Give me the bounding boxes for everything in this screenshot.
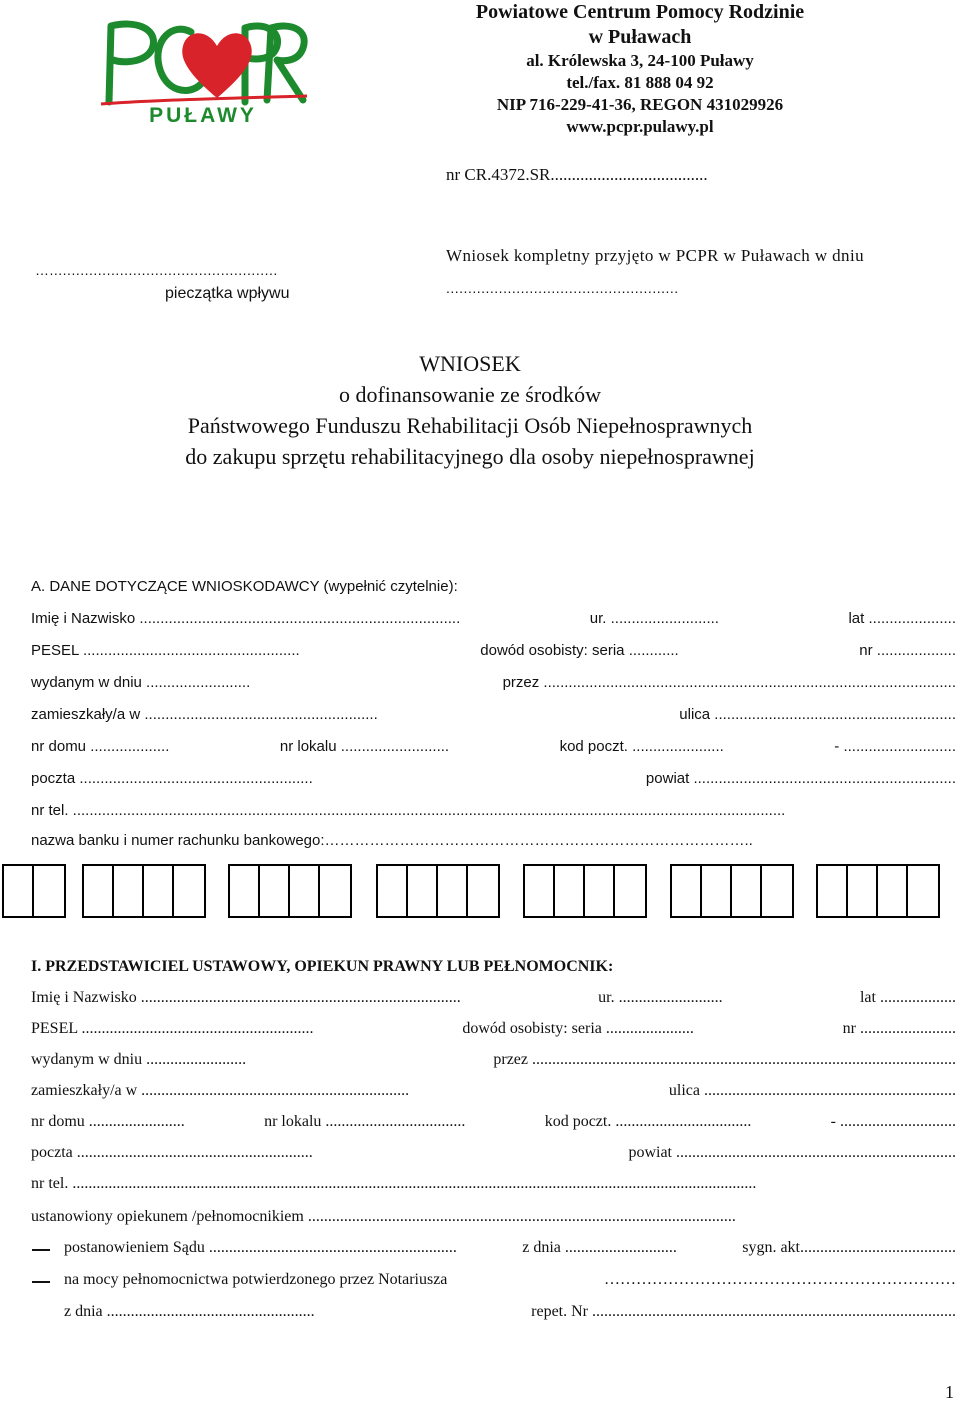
account-group-2 — [82, 864, 206, 918]
title-line1: WNIOSEK — [419, 351, 521, 376]
account-group-4 — [376, 864, 500, 918]
account-digit-box[interactable] — [34, 866, 64, 916]
account-digit-box[interactable] — [908, 866, 938, 916]
field-notary-date[interactable]: z dnia .................................................... — [64, 1303, 315, 1320]
bullet-dash — [32, 1249, 50, 1251]
bank-account-boxes — [2, 864, 950, 916]
received-text: Wniosek kompletny przyjęto w PCPR w Puławach w dniu — [446, 246, 864, 265]
field-city[interactable]: zamieszkały/a w ........................................................ — [31, 706, 378, 723]
account-digit-box[interactable] — [818, 866, 848, 916]
rep-field-postal-code[interactable]: kod poczt. .................................. — [544, 1113, 752, 1130]
account-digit-box[interactable] — [555, 866, 585, 916]
account-digit-box[interactable] — [525, 866, 555, 916]
rep-field-birth[interactable]: ur. .......................... — [598, 989, 723, 1006]
account-digit-box[interactable] — [672, 866, 702, 916]
field-notary-dots[interactable]: ………………………………………………………… — [604, 1271, 956, 1288]
document-title — [0, 348, 940, 472]
account-digit-box[interactable] — [615, 866, 645, 916]
rep-field-id-series[interactable]: dowód osobisty: seria ...................... — [462, 1020, 694, 1037]
rep-phone-row — [31, 1175, 956, 1193]
org-name-line2: w Puławach — [588, 26, 692, 48]
account-digit-box[interactable] — [378, 866, 408, 916]
field-court-case-number[interactable]: sygn. akt....................................... — [742, 1239, 956, 1256]
field-issued-date[interactable]: wydanym w dniu ......................... — [31, 674, 251, 691]
logo-subtext: PUŁAWY — [149, 104, 257, 126]
org-nip-regon: NIP 716-229-41-36, REGON 431029926 — [496, 95, 784, 114]
account-group-3 — [228, 864, 352, 918]
field-court-date[interactable]: z dnia ............................ — [522, 1239, 677, 1256]
title-line4: do zakupu sprzętu rehabilitacyjnego dla osoby niepełnosprawnej — [185, 444, 755, 469]
account-digit-box[interactable] — [174, 866, 204, 916]
field-court-decision[interactable]: postanowieniem Sądu .............................................................. — [64, 1239, 457, 1256]
case-number: nr CR.4372.SR..................................... — [446, 165, 708, 184]
court-decision-row — [64, 1239, 956, 1257]
bullet-dash — [32, 1281, 50, 1283]
rep-field-age[interactable]: lat ................... — [859, 989, 956, 1006]
rep-field-pesel[interactable]: PESEL .......................................................... — [31, 1020, 314, 1037]
rep-field-appointed[interactable]: ustanowiony opiekunem /pełnomocnikiem ........................................................................................................... — [31, 1208, 736, 1225]
title-line2: o dofinansowanie ze środków — [338, 382, 602, 407]
rep-address-row — [31, 1082, 956, 1100]
account-group-7 — [816, 864, 940, 918]
rep-field-postal-code-2[interactable]: - ............................. — [830, 1113, 956, 1130]
field-issued-by[interactable]: przez ................................................................................................... — [502, 674, 956, 691]
stamp-dots: ….................................................... — [35, 262, 278, 278]
rep-field-apartment[interactable]: nr lokalu ................................... — [264, 1113, 466, 1130]
rep-field-post[interactable]: poczta ........................................................... — [31, 1144, 313, 1161]
rep-field-county[interactable]: powiat ...................................................................... — [628, 1144, 956, 1161]
field-birth[interactable]: ur. .......................... — [589, 610, 719, 627]
field-postal-code-2[interactable]: - ........................... — [834, 738, 956, 755]
field-apartment[interactable]: nr lokalu .......................... — [279, 738, 450, 755]
account-group-5 — [523, 864, 647, 918]
field-id-series[interactable]: dowód osobisty: seria ............ — [480, 642, 679, 659]
rep-field-city[interactable]: zamieszkały/a w ................................................................... — [31, 1082, 410, 1099]
account-group-6 — [670, 864, 794, 918]
account-digit-box[interactable] — [144, 866, 174, 916]
applicant-post-row — [31, 770, 956, 787]
notary-date-row — [64, 1303, 956, 1321]
applicant-issued-row — [31, 674, 956, 691]
section-a-heading: A. DANE DOTYCZĄCE WNIOSKODAWCY (wypełnić czytelnie): — [31, 578, 458, 595]
account-digit-box[interactable] — [468, 866, 498, 916]
applicant-name-row — [31, 610, 956, 627]
applicant-bank-row — [31, 832, 956, 849]
applicant-phone-row — [31, 802, 956, 819]
field-pesel[interactable]: PESEL .................................................... — [31, 642, 300, 659]
rep-pesel-row — [31, 1020, 956, 1038]
account-digit-box[interactable] — [732, 866, 762, 916]
received-dots: ..................................................... — [446, 280, 679, 296]
field-notary: na mocy pełnomocnictwa potwierdzonego przez Notariusza — [64, 1271, 448, 1288]
field-phone[interactable]: nr tel. ........................................................................................................................................................................... — [31, 802, 786, 819]
account-digit-box[interactable] — [762, 866, 792, 916]
title-line3: Państwowego Funduszu Rehabilitacji Osób Niepełnosprawnych — [187, 413, 753, 438]
account-digit-box[interactable] — [848, 866, 878, 916]
org-phone: tel./fax. 81 888 04 92 — [566, 73, 714, 92]
pcpr-logo — [95, 14, 310, 126]
field-post[interactable]: poczta ........................................................ — [31, 770, 313, 787]
account-digit-box[interactable] — [320, 866, 350, 916]
page-number: 1 — [945, 1382, 954, 1402]
applicant-house-row — [31, 738, 956, 755]
account-digit-box[interactable] — [230, 866, 260, 916]
field-id-number[interactable]: nr ................... — [859, 642, 956, 659]
org-name-line1: Powiatowe Centrum Pomocy Rodzinie — [475, 1, 805, 23]
account-digit-box[interactable] — [84, 866, 114, 916]
rep-issued-row — [31, 1051, 956, 1069]
rep-field-issued-date[interactable]: wydanym w dniu ......................... — [31, 1051, 247, 1068]
account-digit-box[interactable] — [438, 866, 468, 916]
account-digit-box[interactable] — [4, 866, 34, 916]
field-name[interactable]: Imię i Nazwisko ............................................................................. — [31, 610, 461, 627]
field-postal-code[interactable]: kod poczt. ...................... — [559, 738, 724, 755]
applicant-pesel-row — [31, 642, 956, 659]
rep-field-phone[interactable]: nr tel. ........................................................................................................................................................................... — [31, 1175, 757, 1192]
account-digit-box[interactable] — [702, 866, 732, 916]
notary-row — [64, 1271, 956, 1289]
rep-appointed-row — [31, 1208, 956, 1226]
account-digit-box[interactable] — [260, 866, 290, 916]
field-repertory-number[interactable]: repet. Nr ........................................................................................... — [531, 1303, 956, 1320]
account-digit-box[interactable] — [114, 866, 144, 916]
rep-field-issued-by[interactable]: przez .......................................................................................................... — [493, 1051, 956, 1068]
section-i-heading: I. PRZEDSTAWICIEL USTAWOWY, OPIEKUN PRAWNY LUB PEŁNOMOCNIK: — [31, 958, 614, 975]
rep-field-name[interactable]: Imię i Nazwisko ................................................................................ — [31, 989, 461, 1006]
rep-field-street[interactable]: ulica ............................................................... — [668, 1082, 956, 1099]
account-group-1 — [2, 864, 66, 918]
field-bank[interactable]: nazwa banku i numer rachunku bankowego:………………………………………………………………………….. — [31, 832, 753, 849]
org-address: al. Królewska 3, 24-100 Puławy — [526, 51, 754, 70]
rep-house-row — [31, 1113, 956, 1131]
field-age[interactable]: lat ..................... — [848, 610, 956, 627]
account-digit-box[interactable] — [408, 866, 438, 916]
account-digit-box[interactable] — [290, 866, 320, 916]
account-digit-box[interactable] — [878, 866, 908, 916]
field-street[interactable]: ulica .......................................................... — [679, 706, 956, 723]
rep-name-row — [31, 989, 956, 1007]
account-digit-box[interactable] — [585, 866, 615, 916]
rep-post-row — [31, 1144, 956, 1162]
stamp-label: pieczątka wpływu — [165, 285, 290, 302]
field-county[interactable]: powiat ............................................................... — [645, 770, 956, 787]
organization-header — [440, 0, 840, 138]
rep-field-id-number[interactable]: nr ........................ — [842, 1020, 956, 1037]
org-website: www.pcpr.pulawy.pl — [566, 117, 714, 136]
applicant-address-row — [31, 706, 956, 723]
field-house-number[interactable]: nr domu ................... — [31, 738, 170, 755]
rep-field-house-number[interactable]: nr domu ........................ — [31, 1113, 185, 1130]
